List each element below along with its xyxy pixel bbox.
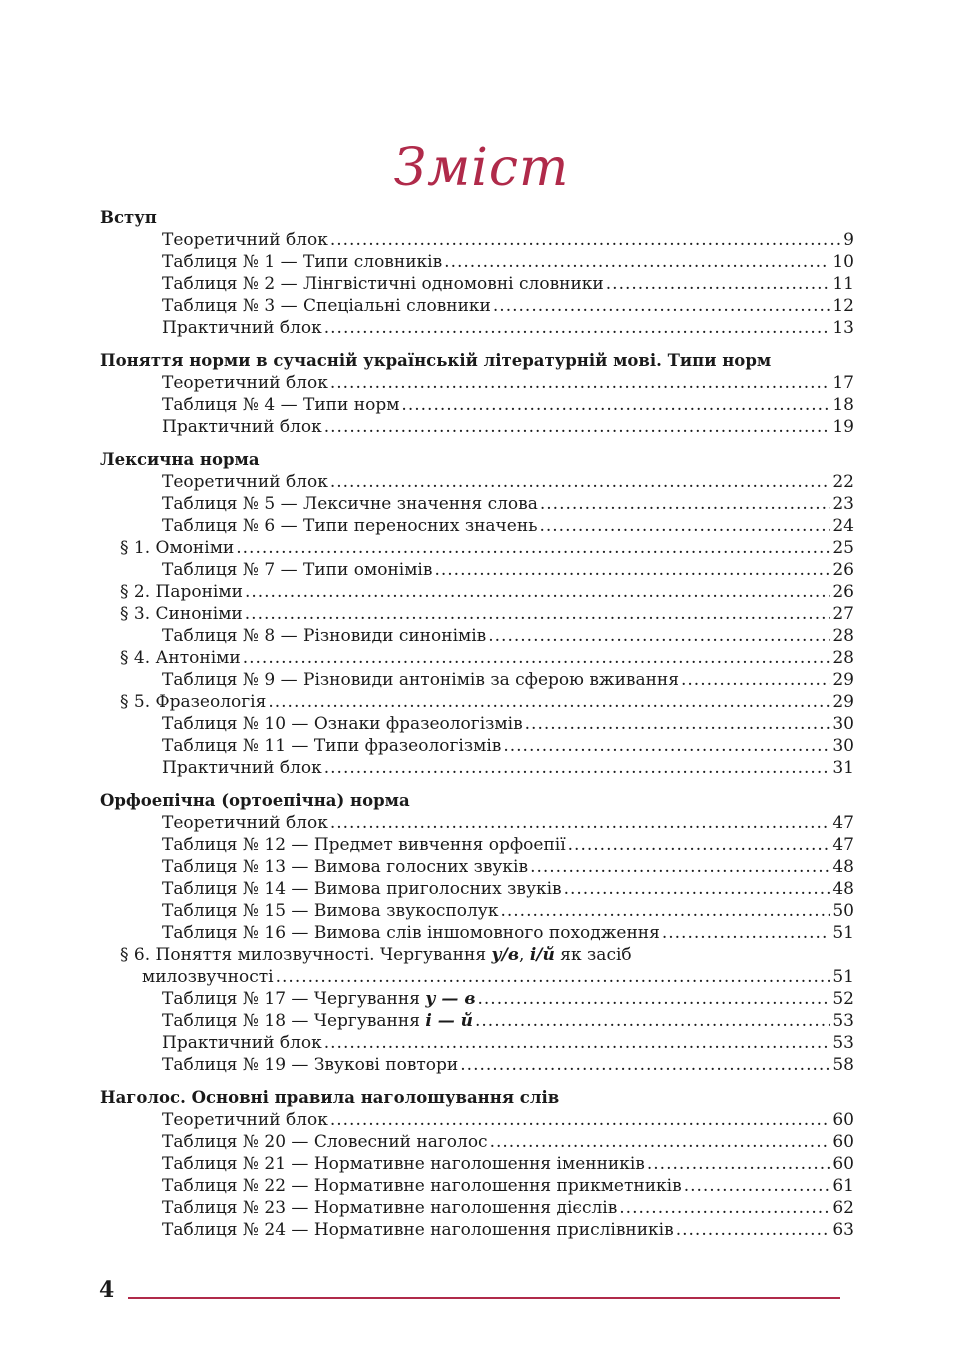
leader-dots	[324, 757, 831, 779]
entry-page: 58	[832, 1055, 854, 1075]
entry-label: Теоретичний блок	[162, 813, 328, 833]
leader-dots	[434, 559, 830, 581]
leader-dots	[475, 1010, 830, 1032]
toc-entry[interactable]	[100, 229, 854, 251]
toc-section	[100, 790, 854, 1076]
entry-label: Теоретичний блок	[162, 472, 328, 492]
leader-dots	[401, 394, 830, 416]
entry-label: Практичний блок	[162, 758, 322, 778]
leader-dots	[330, 471, 831, 493]
leader-dots	[236, 537, 830, 559]
toc-section	[100, 207, 854, 339]
leader-dots	[684, 1175, 831, 1197]
entry-label: § 6. Поняття милозвучності. Чергування	[120, 945, 492, 965]
entry-page: 60	[832, 1154, 854, 1174]
toc-entry[interactable]	[100, 471, 854, 493]
entry-page: 47	[832, 835, 854, 855]
entry-page: 22	[832, 472, 854, 492]
entry-label: Таблиця № 2 — Лінгвістичні одномовні словники	[162, 274, 604, 294]
entry-page: 27	[832, 604, 854, 624]
entry-label: Практичний блок	[162, 318, 322, 338]
entry-label: Практичний блок	[162, 1033, 322, 1053]
entry-label: Таблиця № 11 — Типи фразеологізмів	[162, 736, 502, 756]
toc-entry[interactable]	[100, 878, 854, 900]
entry-page: 30	[832, 714, 854, 734]
toc-entry[interactable]	[100, 251, 854, 273]
entry-label	[162, 988, 476, 1010]
leader-dots	[330, 1109, 831, 1131]
entry-label: Таблиця № 21 — Нормативне наголошення іменників	[162, 1154, 645, 1174]
toc-entry[interactable]	[100, 581, 854, 603]
entry-page: 11	[832, 274, 854, 294]
entry-page: 18	[832, 395, 854, 415]
entry-page: 28	[832, 626, 854, 646]
leader-dots	[500, 900, 830, 922]
entry-label-emphasis: у/в	[491, 945, 520, 965]
toc-section	[100, 1087, 854, 1241]
toc-entry[interactable]	[100, 1175, 854, 1197]
entry-page: 26	[832, 560, 854, 580]
entry-label: Теоретичний блок	[162, 1110, 328, 1130]
entry-page: 30	[832, 736, 854, 756]
entry-label: Таблиця № 4 — Типи норм	[162, 395, 400, 415]
toc-entry[interactable]	[100, 669, 854, 691]
entry-page: 62	[832, 1198, 854, 1218]
entry-page: 9	[843, 230, 854, 250]
entry-page: 26	[832, 582, 854, 602]
toc-entry[interactable]	[100, 537, 854, 559]
entry-page: 51	[832, 967, 854, 987]
toc-entry[interactable]	[100, 735, 854, 757]
toc-entry[interactable]	[100, 1131, 854, 1153]
entry-label: Практичний блок	[162, 417, 322, 437]
leader-dots	[488, 625, 830, 647]
toc-entry[interactable]	[100, 625, 854, 647]
leader-dots	[493, 295, 830, 317]
toc-section	[100, 449, 854, 779]
entry-label-emphasis: і/й	[529, 945, 555, 965]
entry-label: Таблиця № 10 — Ознаки фразеологізмів	[162, 714, 523, 734]
leader-dots	[444, 251, 830, 273]
leader-dots	[324, 1032, 831, 1054]
toc-entry[interactable]	[100, 966, 854, 988]
entry-label: Таблиця № 19 — Звукові повтори	[162, 1055, 459, 1075]
toc-entry[interactable]	[100, 856, 854, 878]
leader-dots	[568, 834, 831, 856]
section-title: Вступ	[100, 208, 157, 227]
toc-entry[interactable]	[100, 757, 854, 779]
entry-page: 29	[832, 670, 854, 690]
entry-label: Таблиця № 22 — Нормативне наголошення прикметників	[162, 1176, 682, 1196]
entry-label: § 5. Фразеологія	[120, 692, 267, 712]
leader-dots	[245, 603, 831, 625]
toc-entry[interactable]	[100, 812, 854, 834]
entry-label: Теоретичний блок	[162, 230, 328, 250]
leader-dots	[245, 581, 830, 603]
entry-label-emphasis: у — в	[425, 989, 476, 1009]
toc-entry[interactable]	[100, 988, 854, 1010]
toc-entry[interactable]	[100, 1054, 854, 1076]
leader-dots	[530, 856, 830, 878]
entry-label: Таблиця № 16 — Вимова слів іншомовного походження	[162, 923, 660, 943]
leader-dots	[676, 1219, 831, 1241]
entry-label: Таблиця № 12 — Предмет вивчення орфоепії	[162, 835, 566, 855]
leader-dots	[647, 1153, 830, 1175]
leader-dots	[276, 966, 831, 988]
entry-label-prefix: Таблиця № 18 — Чергування	[162, 1011, 426, 1031]
toc-entry[interactable]	[100, 713, 854, 735]
leader-dots	[478, 988, 831, 1010]
toc-entry[interactable]	[100, 900, 854, 922]
entry-label: ,	[519, 945, 530, 965]
entry-page: 63	[832, 1220, 854, 1240]
toc-entry[interactable]	[100, 1219, 854, 1241]
toc-entry-heading[interactable]	[100, 944, 854, 966]
entry-page: 60	[832, 1132, 854, 1152]
entry-page: 31	[832, 758, 854, 778]
entry-label: Таблиця № 13 — Вимова голосних звуків	[162, 857, 529, 877]
entry-page: 13	[832, 318, 854, 338]
leader-dots	[619, 1197, 830, 1219]
leader-dots	[460, 1054, 830, 1076]
toc-entry[interactable]	[100, 317, 854, 339]
toc-entry[interactable]	[100, 1109, 854, 1131]
leader-dots	[662, 922, 831, 944]
toc-entry[interactable]	[100, 1010, 854, 1032]
leader-dots	[606, 273, 831, 295]
entry-label: як засіб	[554, 945, 632, 965]
entry-page: 28	[832, 648, 854, 668]
toc-entry[interactable]	[100, 834, 854, 856]
entry-page: 50	[832, 901, 854, 921]
entry-label: § 3. Синоніми	[120, 604, 243, 624]
section-title: Лексична норма	[100, 450, 260, 469]
toc-section	[100, 350, 854, 438]
entry-page: 24	[832, 516, 854, 536]
leader-dots	[539, 515, 830, 537]
entry-page: 17	[832, 373, 854, 393]
toc-entry[interactable]	[100, 394, 854, 416]
entry-page: 52	[832, 989, 854, 1009]
leader-dots	[324, 317, 831, 339]
toc-entry[interactable]	[100, 691, 854, 713]
toc-entry[interactable]	[100, 493, 854, 515]
section-title: Наголос. Основні правила наголошування слів	[100, 1088, 560, 1107]
toc-entry[interactable]	[100, 1032, 854, 1054]
leader-dots	[490, 1131, 831, 1153]
entry-page: 48	[832, 857, 854, 877]
entry-label: Таблиця № 9 — Різновиди антонімів за сферою вживання	[162, 670, 679, 690]
entry-page: 25	[832, 538, 854, 558]
toc-entry[interactable]	[100, 922, 854, 944]
entry-page: 12	[832, 296, 854, 316]
entry-page: 51	[832, 923, 854, 943]
entry-page: 53	[832, 1033, 854, 1053]
toc-entry[interactable]	[100, 1197, 854, 1219]
entry-label: Таблиця № 3 — Спеціальні словники	[162, 296, 491, 316]
entry-page: 61	[832, 1176, 854, 1196]
leader-dots	[243, 647, 831, 669]
entry-label: Таблиця № 15 — Вимова звукосполук	[162, 901, 499, 921]
toc-entry[interactable]	[100, 647, 854, 669]
entry-label: Таблиця № 20 — Словесний наголос	[162, 1132, 488, 1152]
toc-entry[interactable]	[100, 273, 854, 295]
leader-dots	[564, 878, 831, 900]
entry-page: 60	[832, 1110, 854, 1130]
entry-label: Таблиця № 7 — Типи омонімів	[162, 560, 433, 580]
footer-rule	[128, 1297, 840, 1299]
leader-dots	[330, 229, 841, 251]
leader-dots	[525, 713, 831, 735]
entry-label: § 1. Омоніми	[120, 538, 235, 558]
entry-label: Теоретичний блок	[162, 373, 328, 393]
leader-dots	[540, 493, 831, 515]
entry-page: 19	[832, 417, 854, 437]
leader-dots	[268, 691, 830, 713]
entry-page: 10	[832, 252, 854, 272]
entry-page: 48	[832, 879, 854, 899]
toc-entry[interactable]	[100, 372, 854, 394]
section-title: Орфоепічна (ортоепічна) норма	[100, 791, 410, 810]
entry-label: Таблиця № 14 — Вимова приголосних звуків	[162, 879, 562, 899]
entry-page: 23	[832, 494, 854, 514]
entry-label: Таблиця № 24 — Нормативне наголошення прислівників	[162, 1220, 674, 1240]
toc-entry[interactable]	[100, 559, 854, 581]
entry-label: Таблиця № 5 — Лексичне значення слова	[162, 494, 538, 514]
entry-label-prefix: Таблиця № 17 — Чергування	[162, 989, 426, 1009]
toc-entry[interactable]	[100, 1153, 854, 1175]
section-title: Поняття норми в сучасній українській літературній мові. Типи норм	[100, 351, 772, 370]
page-title: Зміст	[393, 138, 570, 198]
table-of-contents	[100, 207, 854, 1252]
toc-entry[interactable]	[100, 515, 854, 537]
entry-label-emphasis: і — й	[425, 1011, 473, 1031]
entry-label: Таблиця № 1 — Типи словників	[162, 252, 443, 272]
entry-page: 47	[832, 813, 854, 833]
entry-label: милозвучності	[142, 967, 274, 987]
entry-label: Таблиця № 23 — Нормативне наголошення дієслів	[162, 1198, 618, 1218]
entry-label: § 2. Пароніми	[120, 582, 243, 602]
entry-page: 29	[832, 692, 854, 712]
entry-label: § 4. Антоніми	[120, 648, 241, 668]
toc-entry[interactable]	[100, 603, 854, 625]
entry-label: Таблиця № 8 — Різновиди синонімів	[162, 626, 487, 646]
leader-dots	[681, 669, 830, 691]
page-number: 4	[99, 1277, 115, 1303]
leader-dots	[330, 372, 831, 394]
entry-label	[162, 1010, 473, 1032]
toc-entry[interactable]	[100, 416, 854, 438]
entry-label: Таблиця № 6 — Типи переносних значень	[162, 516, 538, 536]
leader-dots	[503, 735, 830, 757]
leader-dots	[330, 812, 831, 834]
leader-dots	[324, 416, 831, 438]
toc-entry[interactable]	[100, 295, 854, 317]
entry-page: 53	[832, 1011, 854, 1031]
